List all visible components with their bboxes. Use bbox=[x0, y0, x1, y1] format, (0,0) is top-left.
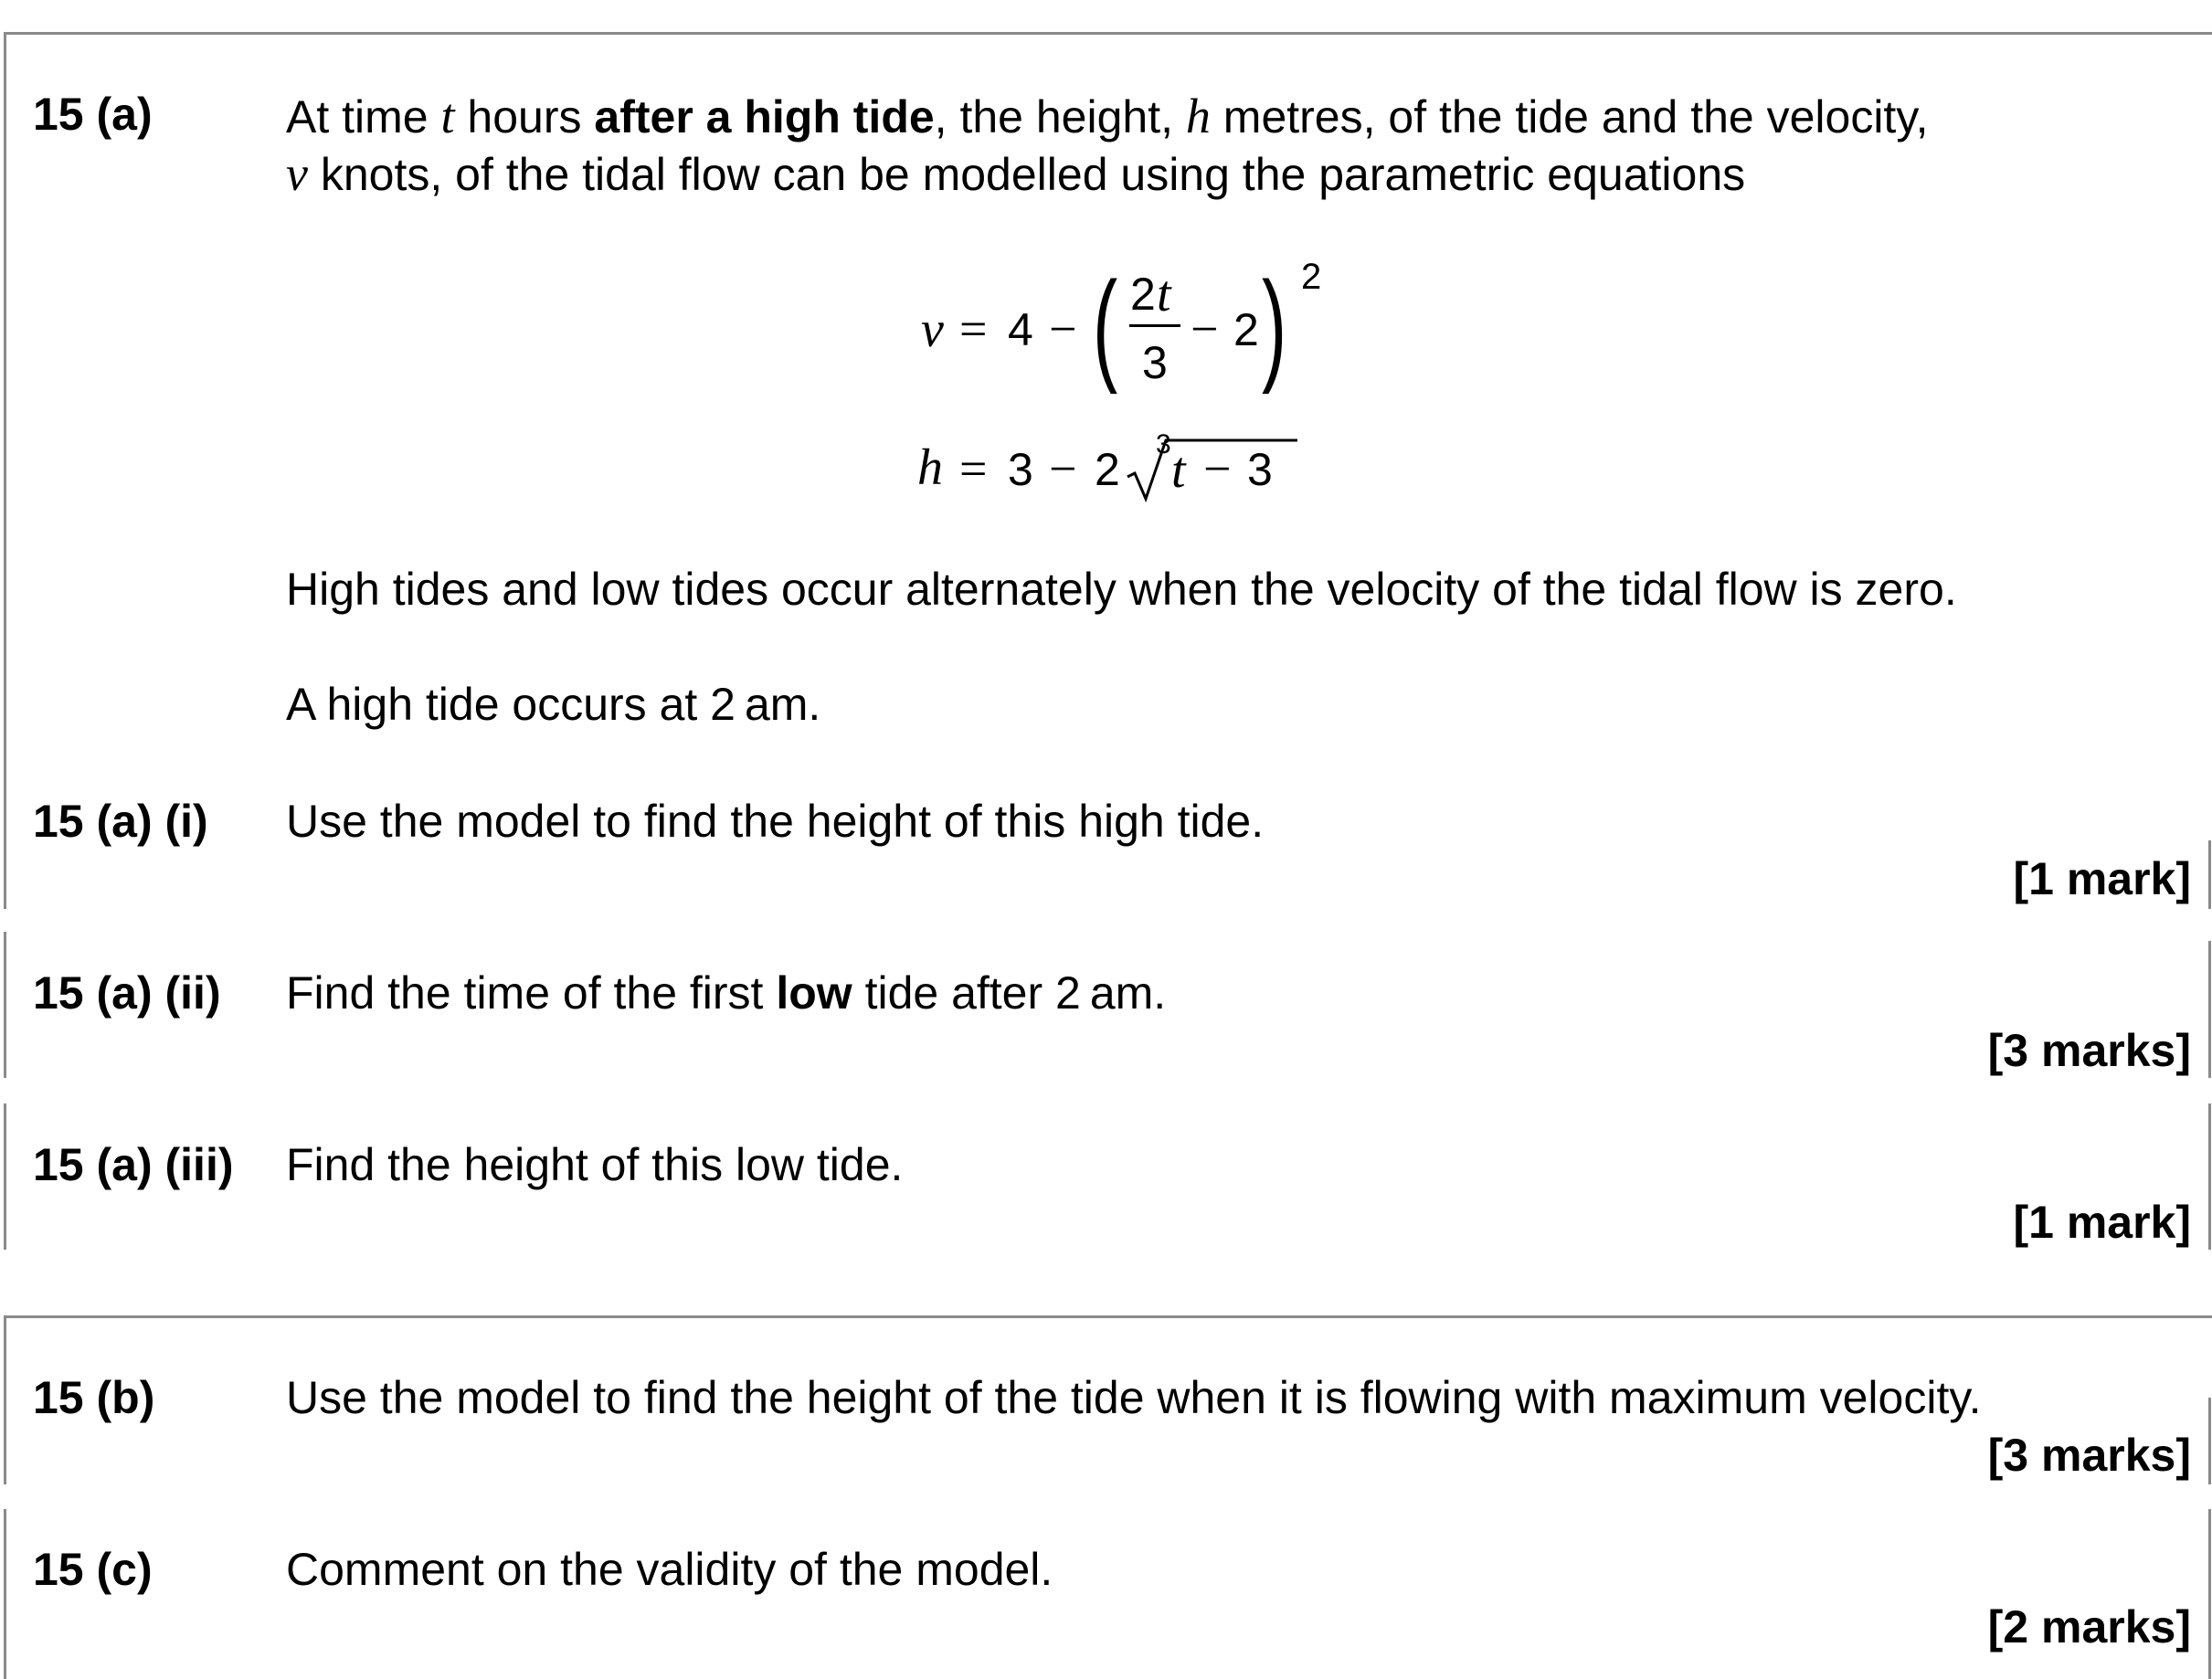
eq1-right-paren: ) bbox=[1262, 256, 1287, 395]
eq2-constant: 3 bbox=[1008, 444, 1033, 495]
box-a-left-border bbox=[4, 32, 6, 909]
marks-15c: [2 marks] bbox=[1987, 1601, 2191, 1653]
eq2-radicand-var: t bbox=[1171, 442, 1186, 499]
eq1-exponent: 2 bbox=[1301, 257, 1322, 297]
eq1-denominator: 3 bbox=[1142, 337, 1168, 388]
question-number-15ai: 15 (a) (i) bbox=[33, 796, 208, 847]
question-text-15aii bbox=[286, 967, 1167, 1019]
question-text-15aii-part1: Find the time of the first bbox=[286, 967, 764, 1019]
eq2-root-index: 3 bbox=[1156, 429, 1171, 459]
eq2-radicand-minus: − bbox=[1203, 441, 1232, 496]
eq2-radicand-constant: 3 bbox=[1247, 444, 1273, 495]
eq1-numerator-var: t bbox=[1157, 266, 1171, 322]
eq1-left-paren: ( bbox=[1093, 256, 1118, 395]
intro-text-4: metres, of the tide and the velocity, bbox=[1222, 91, 1929, 143]
eq2-lhs: h bbox=[917, 439, 943, 496]
question-number-15aii: 15 (a) (ii) bbox=[33, 967, 221, 1019]
intro-text-2: hours bbox=[467, 91, 582, 143]
question-number-15c: 15 (c) bbox=[33, 1544, 153, 1595]
question-text-15c: Comment on the validity of the model. bbox=[286, 1544, 1053, 1595]
question-text-15aiii: Find the height of this low tide. bbox=[286, 1139, 904, 1190]
marks-15aiii: [1 mark] bbox=[2013, 1197, 2191, 1248]
box-aii-right-border bbox=[2208, 941, 2211, 1078]
question-text-15aii-part2: tide after 2 am. bbox=[864, 967, 1167, 1019]
eq1-minus-2: − bbox=[1191, 301, 1219, 356]
question-number-15b: 15 (b) bbox=[33, 1372, 155, 1423]
eq1-equals: = bbox=[959, 301, 988, 356]
box-ai-right-border bbox=[2208, 840, 2211, 909]
question-text-15ai: Use the model to find the height of this high tide. bbox=[286, 796, 1265, 847]
eq1-lhs: v bbox=[921, 301, 944, 358]
eq2-coefficient: 2 bbox=[1095, 444, 1120, 495]
intro-bold-phrase: after a high tide bbox=[594, 91, 935, 143]
marks-15b: [3 marks] bbox=[1987, 1430, 2191, 1481]
intro-text-1: At time bbox=[286, 91, 429, 143]
marks-15ai: [1 mark] bbox=[2013, 853, 2191, 904]
statement-high-tide-time: A high tide occurs at 2 am. bbox=[286, 679, 821, 730]
eq1-minus: − bbox=[1049, 301, 1077, 356]
box-aii-left-border bbox=[4, 932, 6, 1078]
eq1-numerator-coef: 2 bbox=[1130, 269, 1156, 320]
question-text-15b: Use the model to find the height of the tide when it is flowing with maximum velocity. bbox=[286, 1372, 1982, 1423]
eq2-minus: − bbox=[1049, 441, 1077, 496]
intro-text-3: , the height, bbox=[934, 91, 1173, 143]
question-text-15aii-bold: low bbox=[776, 967, 852, 1019]
intro-line-2 bbox=[286, 146, 1746, 201]
box-aiii-right-border bbox=[2208, 1103, 2211, 1250]
eq1-constant: 4 bbox=[1008, 304, 1033, 355]
eq2-equals: = bbox=[959, 441, 988, 496]
statement-tides-alternate: High tides and low tides occur alternately when the velocity of the tidal flow is zero. bbox=[286, 564, 1957, 615]
intro-line-1 bbox=[286, 91, 1929, 141]
variable-h: h bbox=[1185, 89, 1211, 143]
variable-t: t bbox=[440, 89, 455, 143]
marks-15aii: [3 marks] bbox=[1987, 1025, 2191, 1076]
box-c-right-border bbox=[2208, 1509, 2211, 1679]
box-b-top-border bbox=[4, 1315, 2212, 1318]
eq1-inner-constant: 2 bbox=[1233, 304, 1259, 355]
question-number-15aiii: 15 (a) (iii) bbox=[33, 1139, 234, 1190]
box-aiii-left-border bbox=[4, 1103, 6, 1250]
question-number-15a: 15 (a) bbox=[33, 89, 153, 140]
box-a-top-border bbox=[4, 32, 2212, 35]
box-b-left-border bbox=[4, 1315, 6, 1484]
eq1-fraction-bar bbox=[1129, 324, 1180, 327]
intro-text-5: knots, of the tidal flow can be modelled using the parametric equations bbox=[320, 149, 1746, 200]
box-c-left-border bbox=[4, 1509, 6, 1679]
variable-v: v bbox=[286, 146, 308, 201]
box-b-right-border bbox=[2208, 1398, 2211, 1484]
